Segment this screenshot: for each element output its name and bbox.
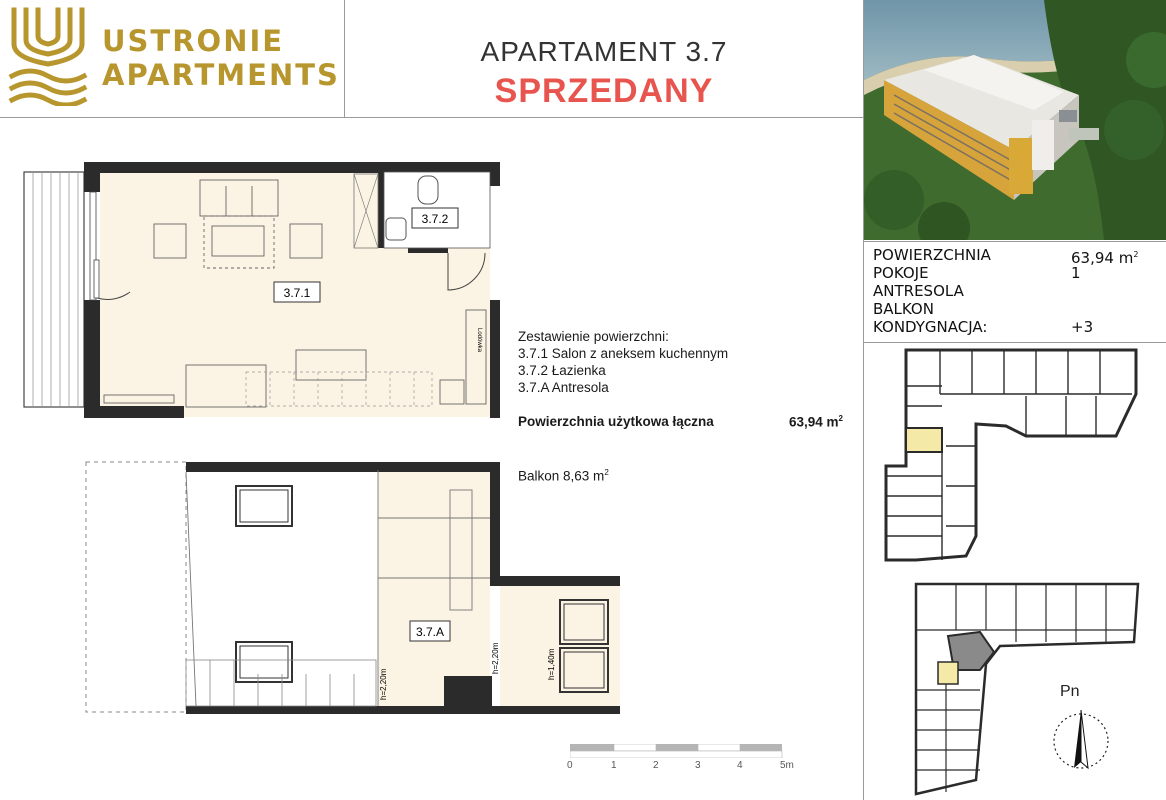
spec-label: ANTRESOLA <box>873 282 964 300</box>
spec-row <box>873 282 1158 300</box>
apartment-highlight-upper <box>906 428 942 452</box>
spec-label: POKOJE <box>873 264 929 282</box>
scale-tick: 1 <box>611 760 617 771</box>
scale-tick: 0 <box>567 760 573 771</box>
summary-item: 3.7.2 Łazienka <box>518 363 606 378</box>
apartment-highlight-lower <box>938 662 958 684</box>
spec-row <box>873 246 1158 267</box>
fridge-label: Lodówka <box>476 328 482 353</box>
frame-keyplan-divider <box>864 342 1166 343</box>
mezzanine-floor <box>378 470 490 706</box>
scale-tick: 4 <box>737 760 743 771</box>
summary-item: 3.7.1 Salon z aneksem kuchennym <box>518 346 729 361</box>
height-label-3: h=1,40m <box>547 648 556 680</box>
key-plan-upper <box>876 346 1146 576</box>
balcony-area-text: Balkon 8,63 m <box>518 468 605 484</box>
toilet <box>418 176 438 204</box>
summary-heading: Zestawienie powierzchni: <box>518 329 669 344</box>
brand-name-line1: USTRONIE <box>102 24 285 58</box>
brand-name-line2: APARTMENTS <box>102 58 340 92</box>
building-photo <box>864 0 1166 240</box>
scale-tick: 5m <box>780 760 794 771</box>
room-label-bathroom: 3.7.2 <box>421 212 449 226</box>
floor-plan-mezzanine <box>0 450 640 720</box>
total-area-value-text: 63,94 m <box>789 414 839 430</box>
floor-plan-lower <box>0 150 500 420</box>
sink <box>386 218 406 240</box>
apartment-title: APARTAMENT 3.7 <box>480 36 728 67</box>
room-label-mezzanine: 3.7.A <box>415 625 445 639</box>
spec-label: KONDYGNACJA: <box>873 318 988 336</box>
spec-value: 1 <box>1071 264 1081 282</box>
frame-top-divider <box>0 117 864 118</box>
brand-logo-icon <box>8 6 88 106</box>
spec-value-sup: 2 <box>1133 250 1139 259</box>
scale-tick: 3 <box>695 760 701 771</box>
north-label: Pn <box>1060 683 1080 700</box>
spec-label: POWIERZCHNIA <box>873 246 991 264</box>
spec-row <box>873 318 1158 336</box>
sale-status: SPRZEDANY <box>494 72 714 110</box>
spec-row <box>873 300 1158 318</box>
spec-label: BALKON <box>873 300 934 318</box>
room-label-living: 3.7.1 <box>283 286 311 300</box>
summary-item: 3.7.A Antresola <box>518 380 609 395</box>
spec-row <box>873 264 1158 282</box>
frame-specs-divider <box>864 241 1166 242</box>
balcony-area <box>518 468 609 484</box>
scale-bar <box>570 744 800 758</box>
compass-icon <box>1046 706 1116 776</box>
brand-logo <box>0 0 344 117</box>
scale-tick: 2 <box>653 760 659 771</box>
area-summary <box>518 328 728 396</box>
total-area-value <box>789 414 843 430</box>
height-label-2: h=2,20m <box>491 642 500 674</box>
spec-table <box>873 246 1158 336</box>
balcony-below <box>86 462 186 712</box>
spec-value: +3 <box>1071 318 1094 336</box>
total-area-label: Powierzchnia użytkowa łączna <box>518 414 714 429</box>
height-label-1: h=2,20m <box>379 668 388 700</box>
spec-value-text: 63,94 m <box>1071 249 1134 267</box>
balcony-area-sup: 2 <box>604 468 609 477</box>
total-area-sup: 2 <box>838 414 843 423</box>
